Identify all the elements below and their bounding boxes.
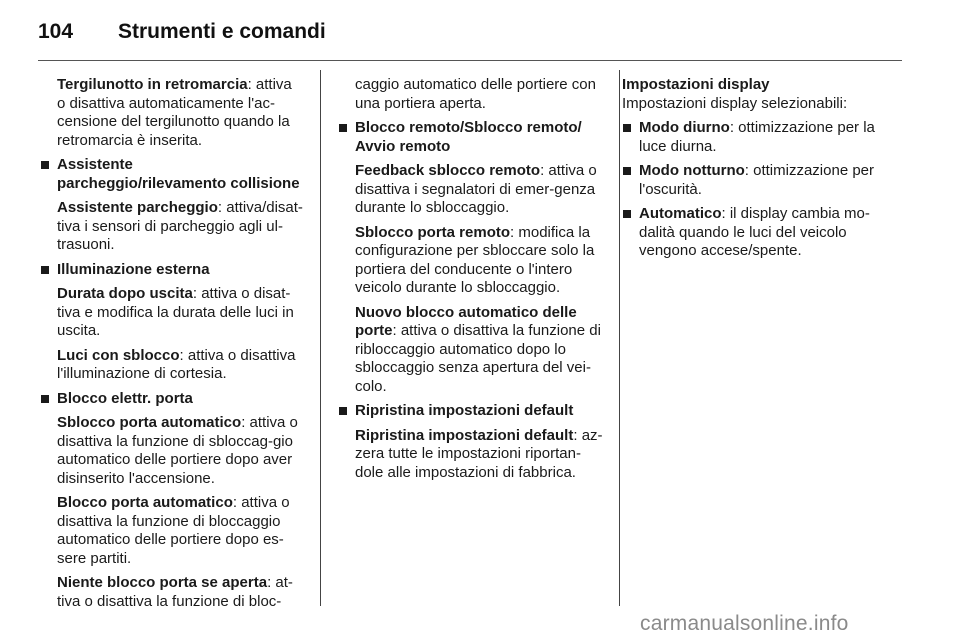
column-3 (622, 76, 900, 267)
description: : il display cambia mo-dalità quando le luci del veicolo vengono accese/spente. (639, 205, 870, 259)
bullet-heading: Assistente parcheggio/rilevamento collisione (40, 156, 304, 193)
paragraph (40, 574, 304, 611)
bullet-heading: Illuminazione esterna (40, 261, 304, 280)
term: Niente blocco porta se aperta (57, 574, 268, 591)
bullet-heading: Blocco remoto/Sblocco remoto/ Avvio remoto (338, 119, 604, 156)
paragraph (338, 427, 604, 483)
column-divider-left (320, 70, 321, 606)
term: Durata dopo uscita (57, 285, 193, 302)
page-title: Strumenti e comandi (118, 20, 326, 43)
term: Sblocco porta automatico (57, 414, 242, 431)
bullet-heading: Blocco elettr. porta (40, 390, 304, 409)
watermark: carmanualsonline.info (640, 612, 849, 635)
description: : attiva o disattiva l'illuminazione di cortesia. (57, 346, 296, 382)
description: : attiva o disat-tiva e modifica la durata delle luci in uscita. (57, 285, 294, 339)
description: : az-zera tutte le impostazioni riportan-dole alle impostazioni di fabbrica. (355, 426, 603, 481)
page-number: 104 (38, 20, 74, 43)
description: : attiva/disat-tiva i sensori di parcheggio agli ul-trasuoni. (57, 199, 303, 253)
section-heading: Impostazioni display (622, 76, 770, 93)
paragraph (338, 304, 604, 397)
bullet-item (622, 162, 900, 199)
term: Ripristina impostazioni default (355, 426, 574, 444)
description: : ottimizzazione per l'oscurità. (639, 162, 875, 198)
term: Feedback sblocco remoto (355, 162, 541, 179)
bullet-heading: Ripristina impostazioni default (338, 402, 604, 421)
bullet-item (622, 205, 900, 261)
term: Tergilunotto in retromarcia (57, 76, 248, 93)
description: : ottimizzazione per la luce diurna. (639, 119, 875, 155)
column-divider-right (619, 70, 620, 606)
column-1 (40, 76, 304, 617)
term: Modo notturno (639, 162, 745, 179)
column-2 (338, 76, 604, 488)
paragraph (338, 224, 604, 298)
paragraph: caggio automatico delle portiere con una portiera aperta. (355, 76, 596, 112)
term: Modo diurno (639, 119, 730, 136)
paragraph (40, 199, 304, 255)
header-rule (38, 60, 902, 61)
paragraph (40, 347, 304, 384)
paragraph (40, 76, 304, 150)
description: : attiva o disattiva la funzione di bloccaggio automatico delle portiere dopo es-sere partiti. (57, 494, 290, 567)
paragraph (338, 162, 604, 218)
description: : at-tiva o disattiva la funzione di bloc- (57, 574, 293, 610)
term: Assistente parcheggio (57, 199, 218, 216)
term: Nuovo blocco automatico delle porte (355, 303, 577, 339)
paragraph (40, 414, 304, 488)
term: Blocco porta automatico (57, 494, 233, 511)
bullet-item (622, 119, 900, 156)
description: : attiva o disattiva la funzione di ribloccaggio automatico dopo lo sbloccaggio senza apertura del vei-colo. (355, 322, 601, 395)
term: Sblocco porta remoto (355, 223, 511, 241)
description: : modifica la configurazione per sbloccare solo la portiera del conducente o l'intero veicolo durante lo sbloccaggio. (355, 223, 595, 296)
paragraph (40, 285, 304, 341)
term: Automatico (639, 205, 722, 222)
paragraph: Impostazioni display selezionabili: (622, 94, 848, 112)
page-header (38, 20, 326, 46)
description: : attiva o disattiva i segnalatori di emer-genza durante lo sbloccaggio. (355, 162, 597, 216)
paragraph (40, 494, 304, 568)
description: : attiva o disattiva automaticamente l'ac-censione del tergilunotto quando la retromarcia è inserita. (57, 76, 292, 149)
term: Luci con sblocco (57, 346, 180, 364)
description: : attiva o disattiva la funzione di sbloccag-gio automatico delle portiere dopo aver disinserito l'accensione. (57, 414, 298, 487)
